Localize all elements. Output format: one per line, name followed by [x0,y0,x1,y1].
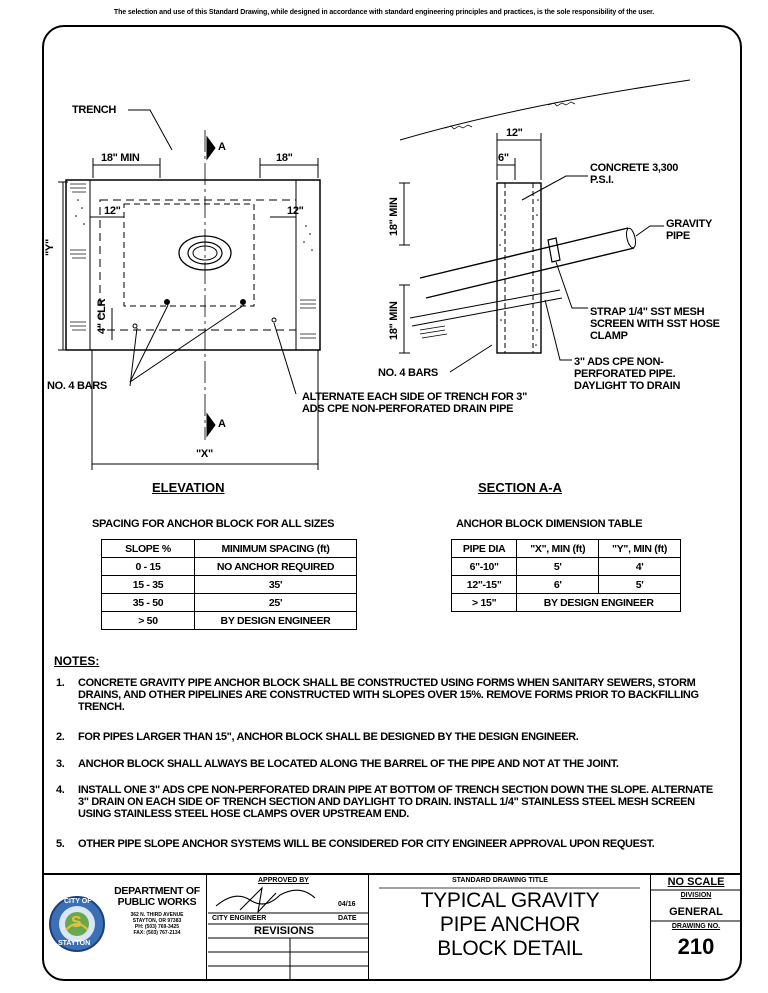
sec-dim-18-bot: 18" MIN [388,301,400,340]
dim-18: 18" [276,152,293,164]
sec-dim-12: 12" [506,127,523,139]
approved-by-label: APPROVED BY [258,877,309,884]
section-mark-bottom: A [218,418,226,430]
revisions-label: REVISIONS [254,925,314,937]
label-concrete: CONCRETE 3,300 P.S.I. [590,162,679,186]
table-cell: NO ANCHOR REQUIRED [195,558,357,576]
table-cell: 12"-15" [452,576,517,594]
approval-date: 04/16 [338,901,356,908]
address-line: PH: (503) 769-3425 [134,924,180,930]
table-cell: 4' [599,558,681,576]
note-number: 3. [56,758,65,770]
note-number: 4. [56,784,65,796]
dim-12-left: 12" [104,205,121,217]
table-cell: > 15" [452,594,517,612]
dimension-table-caption: ANCHOR BLOCK DIMENSION TABLE [456,518,643,530]
table-cell: BY DESIGN ENGINEER [517,594,681,612]
note-number: 1. [56,677,65,689]
table-cell: 35' [195,576,357,594]
drawing-title [370,889,650,961]
spacing-table-caption: SPACING FOR ANCHOR BLOCK FOR ALL SIZES [92,518,335,530]
drawing-title-line: BLOCK DETAIL [437,937,583,960]
note-text: CONCRETE GRAVITY PIPE ANCHOR BLOCK SHALL BE CONSTRUCTED USING FORMS WHEN SANITARY SEWERS, STORM DRAINS, AND OTHER PIPELINES ARE CONSTRUCTED WITH SLOPES OVER 15%. REMOVE FORMS PRIOR TO BACKFILLING TRENCH. [78,677,699,713]
table-cell: BY DESIGN ENGINEER [195,612,357,630]
note-text: ANCHOR BLOCK SHALL ALWAYS BE LOCATED ALONG THE BARREL OF THE PIPE AND NOT AT THE JOINT. [78,758,619,770]
label-strap: STRAP 1/4" SST MESH SCREEN WITH SST HOSE CLAMP [590,306,720,342]
date-label: DATE [338,915,357,922]
section-mark-top: A [218,141,226,153]
table-cell: 15 - 35 [102,576,195,594]
dim-y: "Y" [44,239,56,256]
dim-18-min: 18" MIN [101,152,140,164]
note-text: INSTALL ONE 3" ADS CPE NON-PERFORATED DRAIN PIPE AT BOTTOM OF TRENCH SECTION DOWN THE SLOPE. ALTERNATE 3" DRAIN ON EACH SIDE OF TRENCH SECTION AND DAYLIGHT TO DRAIN. INSTALL 1/4" STAINLESS STEEL MESH SCREEN USING STAINLESS STEEL HOSE CLAMPS OVER UPSTREAM END. [78,784,713,820]
drawing-title-line: PIPE ANCHOR [439,913,581,936]
sec-dim-6: 6" [498,152,509,164]
label-alternate: ALTERNATE EACH SIDE OF TRENCH FOR 3" ADS CPE NON-PERFORATED DRAIN PIPE [302,391,528,415]
table-cell: 0 - 15 [102,558,195,576]
division-value: GENERAL [669,906,723,918]
seal-letter: S [71,914,82,931]
dim-header-y: "Y", MIN (ft) [599,540,681,558]
table-cell: > 50 [102,612,195,630]
table-cell: 6' [517,576,599,594]
drawing-title-line: TYPICAL GRAVITY [420,889,600,912]
city-engineer-label: CITY ENGINEER [212,915,267,922]
dim-x: "X" [196,448,213,460]
table-cell: 5' [599,576,681,594]
elevation-title: ELEVATION [152,480,225,495]
seal-bottom-text: STAYTON [58,940,91,947]
table-cell: 25' [195,594,357,612]
dim-4-clr: 4" CLR [96,298,108,334]
spacing-header-slope: SLOPE % [102,540,195,558]
label-no4-bars: NO. 4 BARS [47,380,107,392]
note-text: FOR PIPES LARGER THAN 15", ANCHOR BLOCK SHALL BE DESIGNED BY THE DESIGN ENGINEER. [78,731,579,743]
address-line: STAYTON, OR 97383 [132,918,182,924]
dim-header-x: "X", MIN (ft) [517,540,599,558]
label-trench: TRENCH [72,104,117,116]
address-line: 362 N. THIRD AVENUE [130,912,184,918]
section-title: SECTION A-A [478,480,563,495]
table-cell: 6"-10" [452,558,517,576]
table-cell: 35 - 50 [102,594,195,612]
address-line: FAX: (503) 767-2134 [133,930,181,936]
seal-top-text: CITY OF [64,898,92,905]
disclaimer: The selection and use of this Standard Drawing, while designed in accordance with standard engineering principles and practices, is the sole responsibility of the user. [113,9,655,16]
notes-heading: NOTES: [54,654,100,668]
spacing-header-min: MINIMUM SPACING (ft) [195,540,357,558]
sec-dim-18-top: 18" MIN [388,197,400,236]
department-name: DEPARTMENT OF PUBLIC WORKS [114,885,200,908]
division-label: DIVISION [680,892,712,899]
dim-12-right: 12" [287,205,304,217]
drawing-number: 210 [677,934,715,959]
drawing-title-label: STANDARD DRAWING TITLE [452,877,548,884]
table-cell: 5' [517,558,599,576]
drawing-no-label: DRAWING NO. [671,923,721,930]
scale-label: NO SCALE [667,876,725,888]
note-text: OTHER PIPE SLOPE ANCHOR SYSTEMS WILL BE CONSIDERED FOR CITY ENGINEER APPROVAL UPON REQUEST. [78,838,655,850]
sec-label-no4-bars: NO. 4 BARS [378,367,438,379]
note-number: 5. [56,838,65,850]
dim-header-dia: PIPE DIA [452,540,517,558]
label-drain: 3" ADS CPE NON-PERFORATED PIPE. DAYLIGHT TO DRAIN [574,356,681,392]
label-gravity-pipe: GRAVITY PIPE [666,218,712,242]
note-number: 2. [56,731,65,743]
